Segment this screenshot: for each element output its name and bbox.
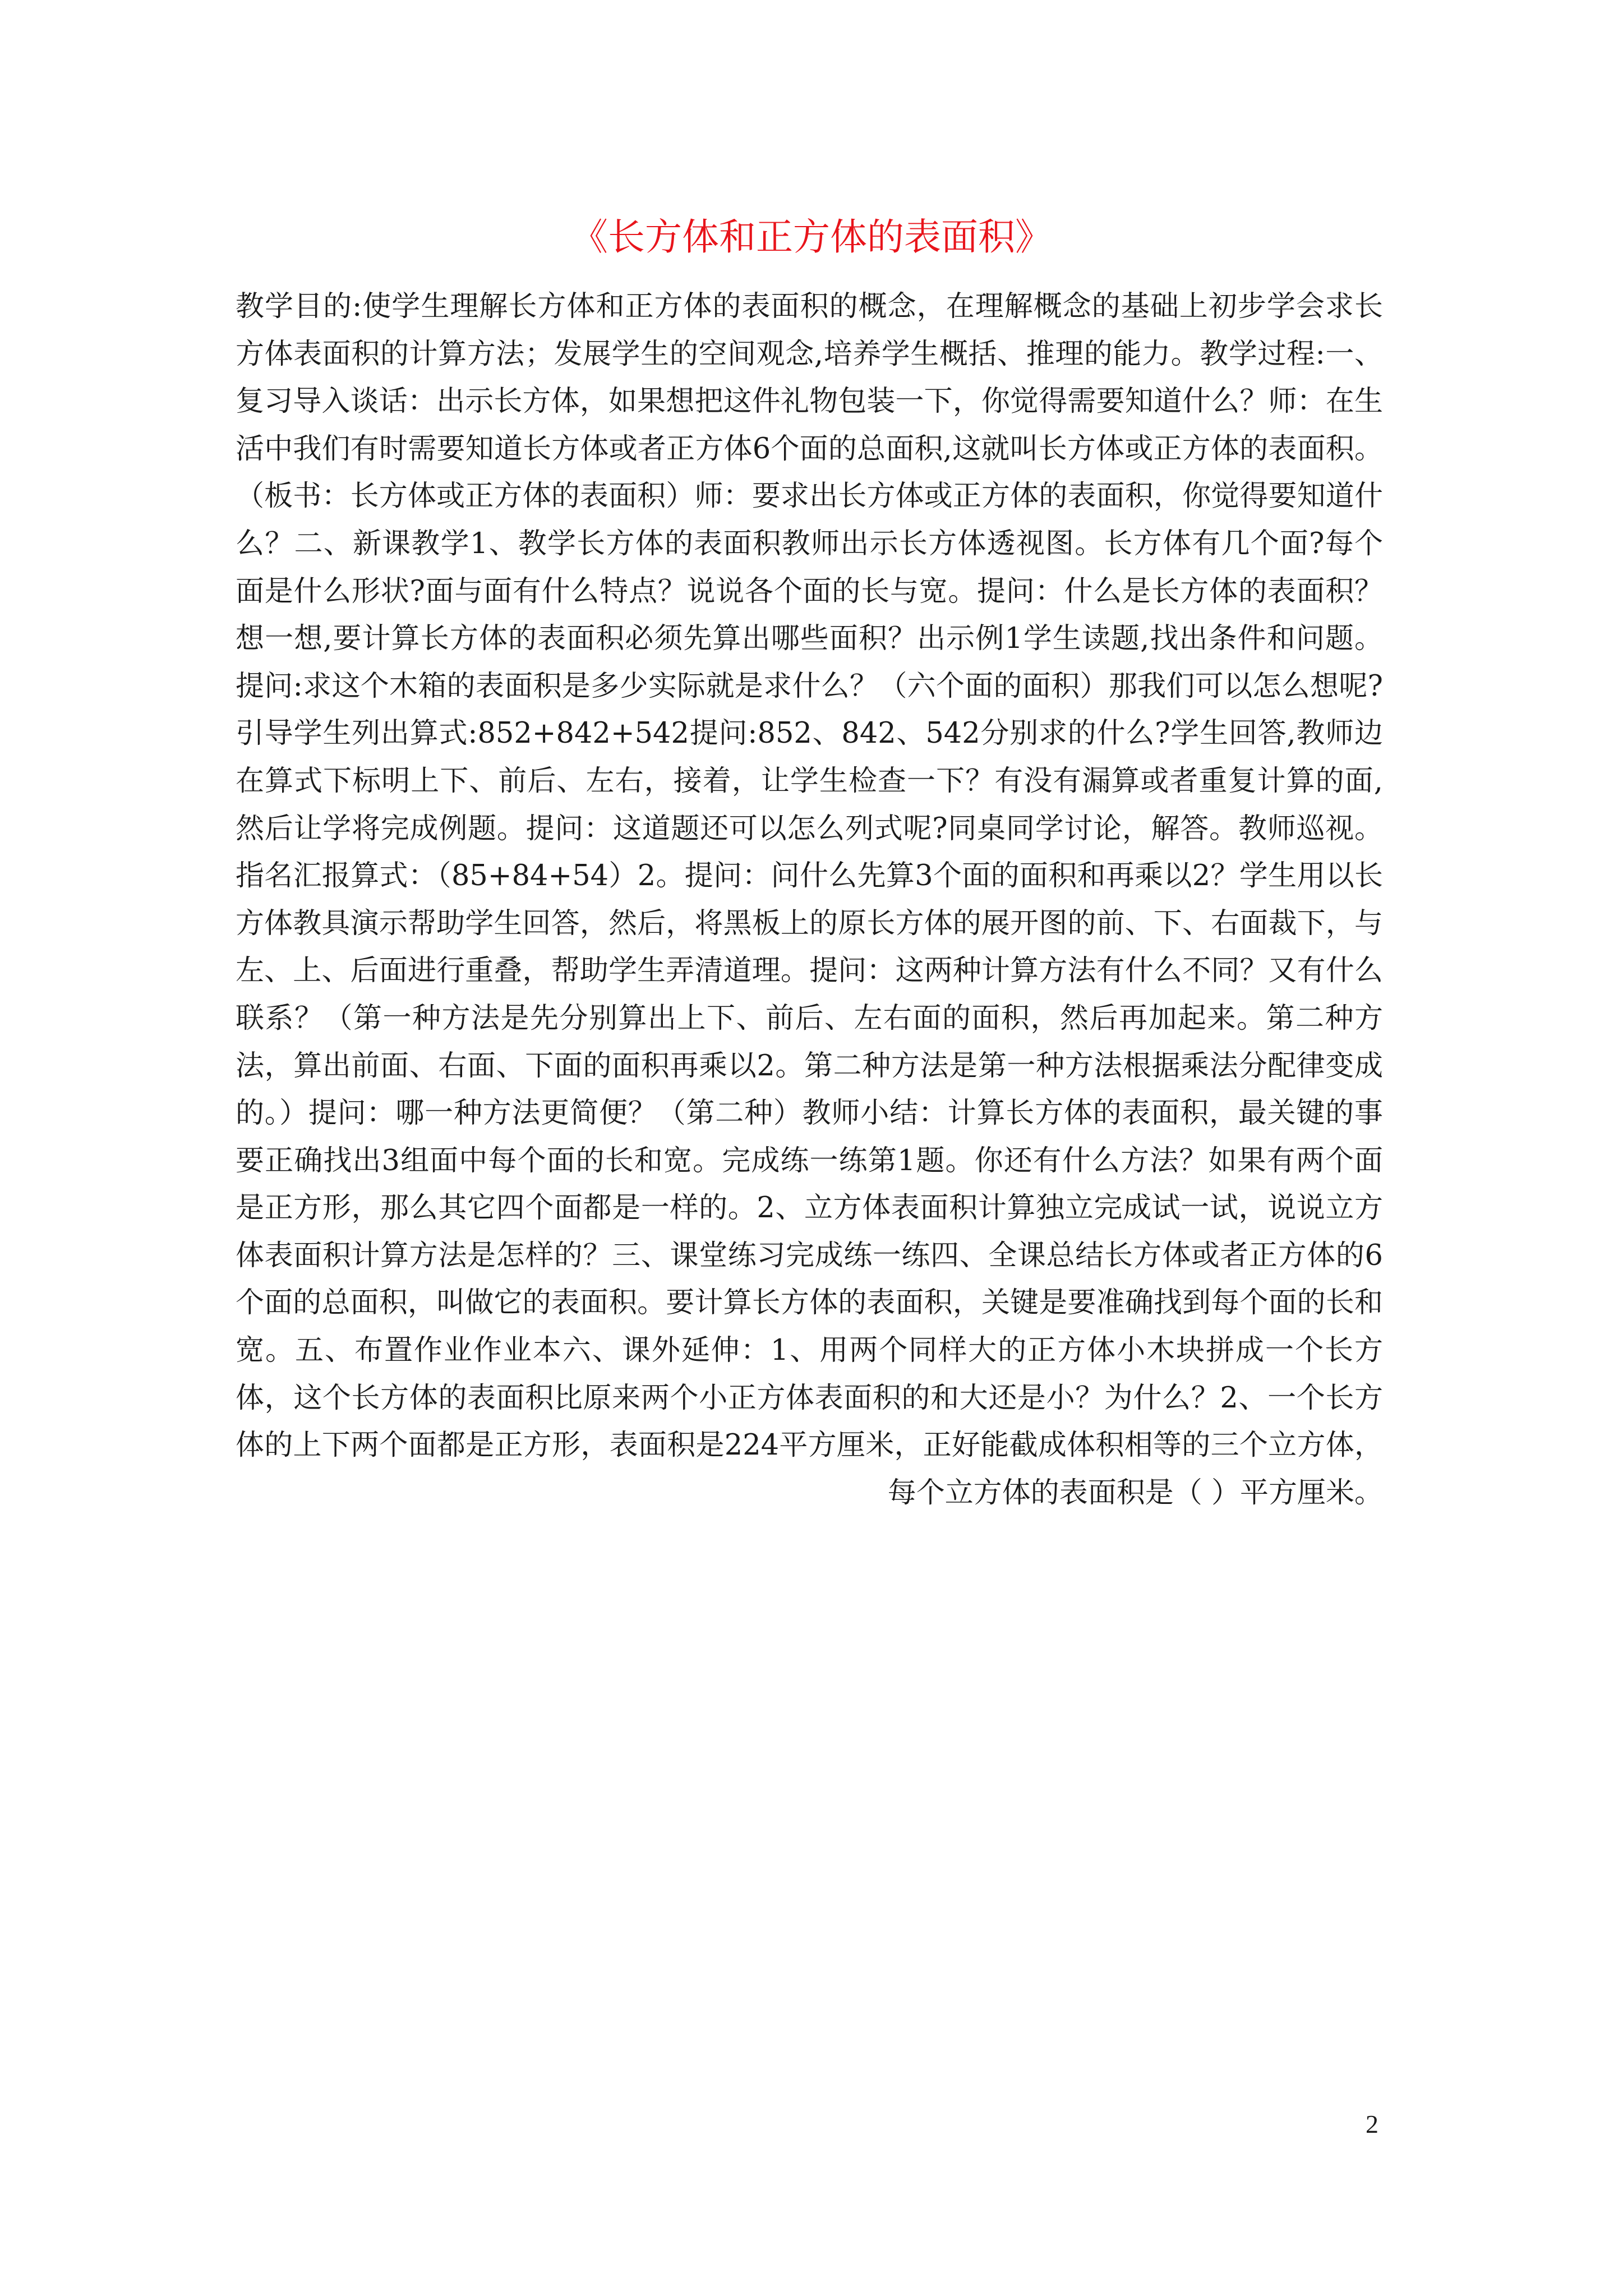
page-number: 2 — [1366, 2110, 1378, 2138]
document-title: 《长方体和正方体的表面积》 — [571, 215, 1052, 259]
lesson-plan-body: 教学目的:使学生理解长方体和正方体的表面积的概念，在理解概念的基础上初步学会求长方体表面积的计算方法；发展学生的空间观念,培养学生概括、推理的能力。教学过程:一、复习导入谈话：出示长方体，如果想把这件礼物包装一下，你觉得需要知道什么？师：在生活中我们有时需要知道长方体或者正方体6个面的总面积,这就叫长方体或正方体的表面积。（板书：长方体或正方体的表面积）师：要求出长方体或正方体的表面积，你觉得要知道什么？二、新课教学1、教学长方体的表面积教师出示长方体透视图。长方体有几个面?每个面是什么形状?面与面有什么特点？说说各个面的长与宽。提问：什么是长方体的表面积？想一想,要计算长方体的表面积必须先算出哪些面积？出示例1学生读题,找出条件和问题。提问:求这个木箱的表面积是多少实际就是求什么？（六个面的面积）那我们可以怎么想呢?引导学生列出算式:852+842+542提问:852、842、542分别求的什么?学生回答,教师边在算式下标明上下、前后、左右，接着，让学生检查一下？有没有漏算或者重复计算的面,然后让学将完成例题。提问：这道题还可以怎么列式呢?同桌同学讨论，解答。教师巡视。指名汇报算式：（85+84+54）2。提问：问什么先算3个面的面积和再乘以2？学生用以长方体教具演示帮助学生回答，然后，将黑板上的原长方体的展开图的前、下、右面裁下，与左、上、后面进行重叠，帮助学生弄清道理。提问：这两种计算方法有什么不同？又有什么联系？（第一种方法是先分别算出上下、前后、左右面的面积，然后再加起来。第二种方法，算出前面、右面、下面的面积再乘以2。第二种方法是第一种方法根据乘法分配律变成的。）提问：哪一种方法更简便？（第二种）教师小结：计算长方体的表面积，最关键的事要正确找出3组面中每个面的长和宽。完成练一练第1题。你还有什么方法？如果有两个面是正方形，那么其它四个面都是一样的。2、立方体表面积计算独立完成试一试，说说立方体表面积计算方法是怎样的？三、课堂练习完成练一练四、全课总结长方体或者正方体的6个面的总面积，叫做它的表面积。要计算长方体的表面积，关键是要准确找到每个面的长和宽。五、布置作业作业本六、课外延伸：1、用两个同样大的正方体小木块拼成一个长方体，这个长方体的表面积比原来两个小正方体表面积的和大还是小？为什么？2、一个长方体的上下两个面都是正方形，表面积是224平方厘米，正好能截成体积相等的三个立方体，每个立方体的表面积是（ ）平方厘米。 — [236, 290, 1383, 1510]
